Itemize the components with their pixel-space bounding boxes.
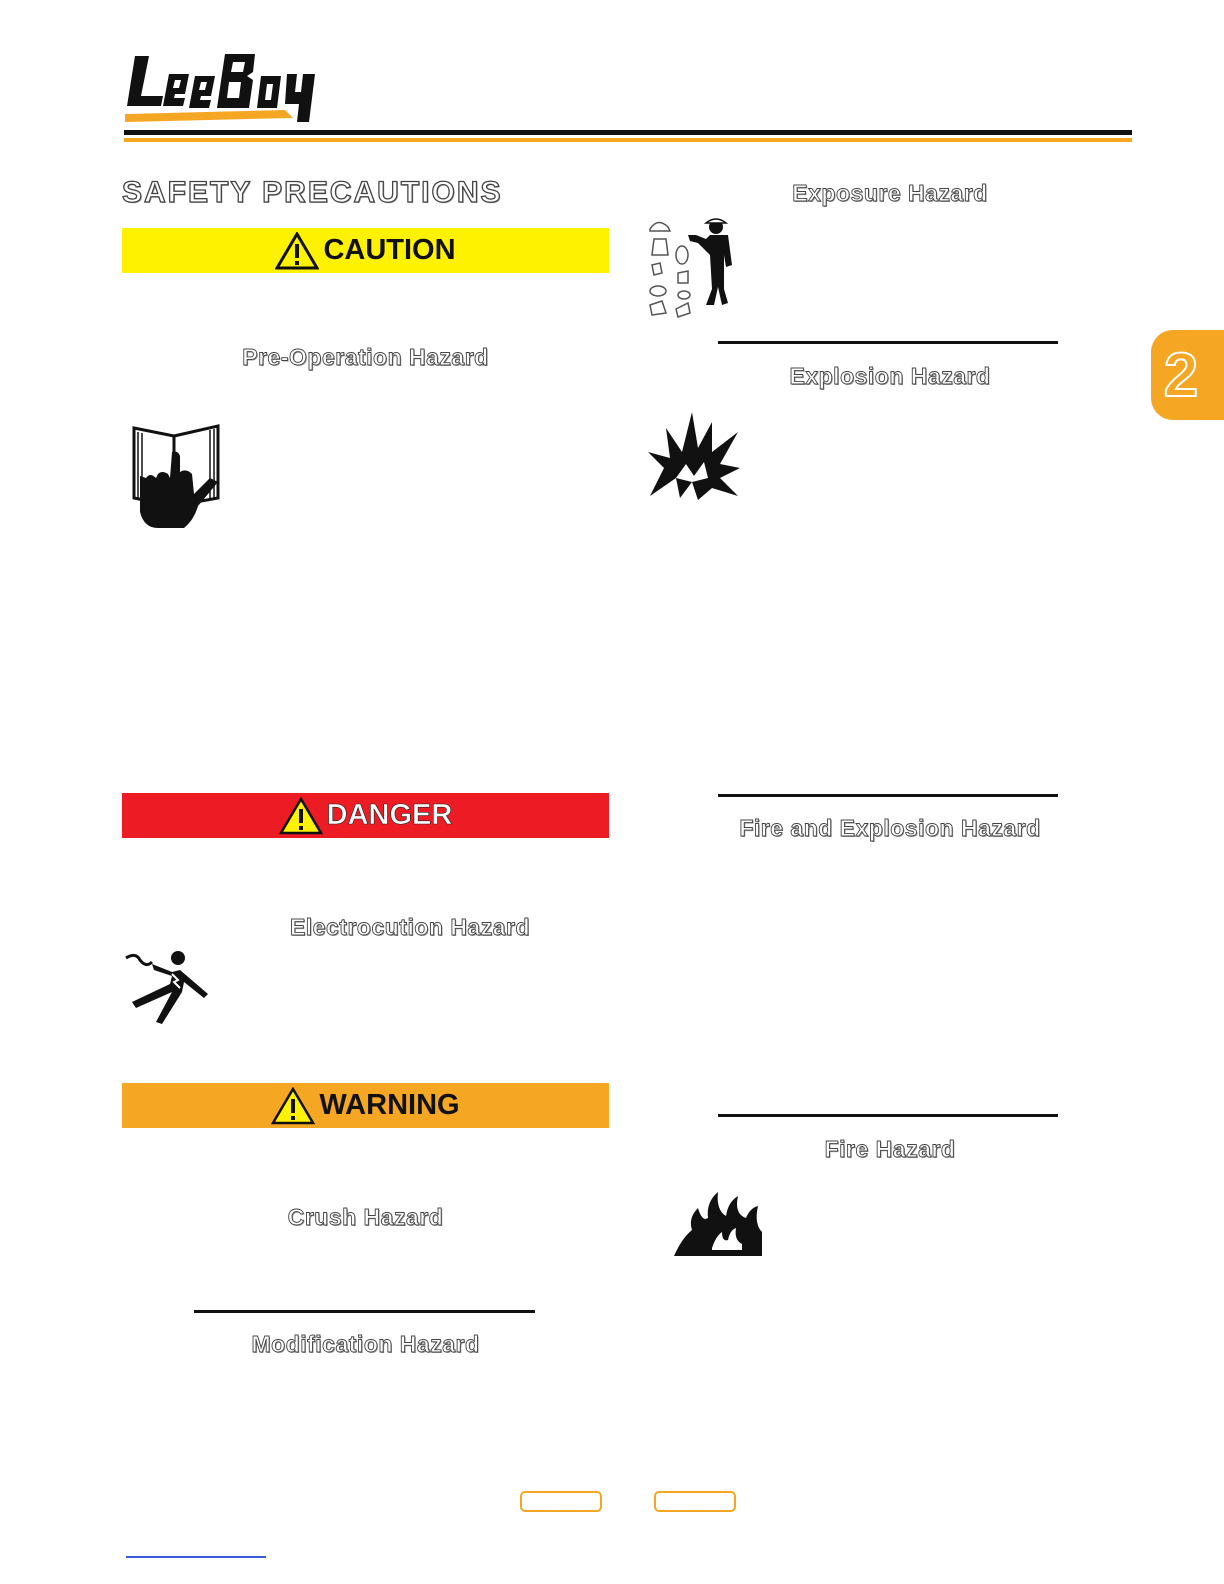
pre-operation-hazard-heading: Pre-Operation Hazard xyxy=(242,344,489,370)
explosion-icon xyxy=(646,408,744,502)
ppe-icon xyxy=(646,215,746,321)
previous-page-button[interactable] xyxy=(520,1491,602,1512)
fire-and-explosion-hazard-heading: Fire and Explosion Hazard xyxy=(739,815,1041,841)
divider xyxy=(718,341,1058,344)
warning-banner xyxy=(122,1083,609,1128)
divider xyxy=(194,1310,535,1313)
next-page-button[interactable] xyxy=(654,1491,736,1512)
modification-hazard-heading: Modification Hazard xyxy=(251,1331,480,1357)
manual-icon xyxy=(128,420,224,532)
electrocution-hazard-heading: Electrocution Hazard xyxy=(289,914,531,940)
footer-link[interactable] xyxy=(126,1556,266,1558)
section-title: SAFETY PRECAUTIONS xyxy=(122,176,503,209)
electrocution-icon xyxy=(122,948,214,1030)
divider xyxy=(718,794,1058,797)
header-rule xyxy=(124,130,1132,135)
danger-banner xyxy=(122,793,609,838)
warning-triangle-icon xyxy=(275,232,319,270)
crush-hazard-heading: Crush Hazard xyxy=(287,1204,444,1230)
warning-label: WARNING xyxy=(319,1089,460,1121)
leeboy-logo xyxy=(125,48,325,124)
fire-hazard-heading: Fire Hazard xyxy=(824,1136,956,1162)
danger-label: DANGER xyxy=(326,799,453,831)
section-tab-number: 2 xyxy=(1163,340,1199,410)
header-accent-rule xyxy=(124,138,1132,142)
caution-label: CAUTION xyxy=(323,234,456,266)
warning-triangle-icon xyxy=(271,1087,315,1125)
caution-banner xyxy=(122,228,609,273)
warning-triangle-icon xyxy=(279,797,323,835)
explosion-hazard-heading: Explosion Hazard xyxy=(789,363,991,389)
exposure-hazard-heading: Exposure Hazard xyxy=(792,180,988,206)
fire-icon xyxy=(672,1188,764,1258)
divider xyxy=(718,1114,1058,1117)
